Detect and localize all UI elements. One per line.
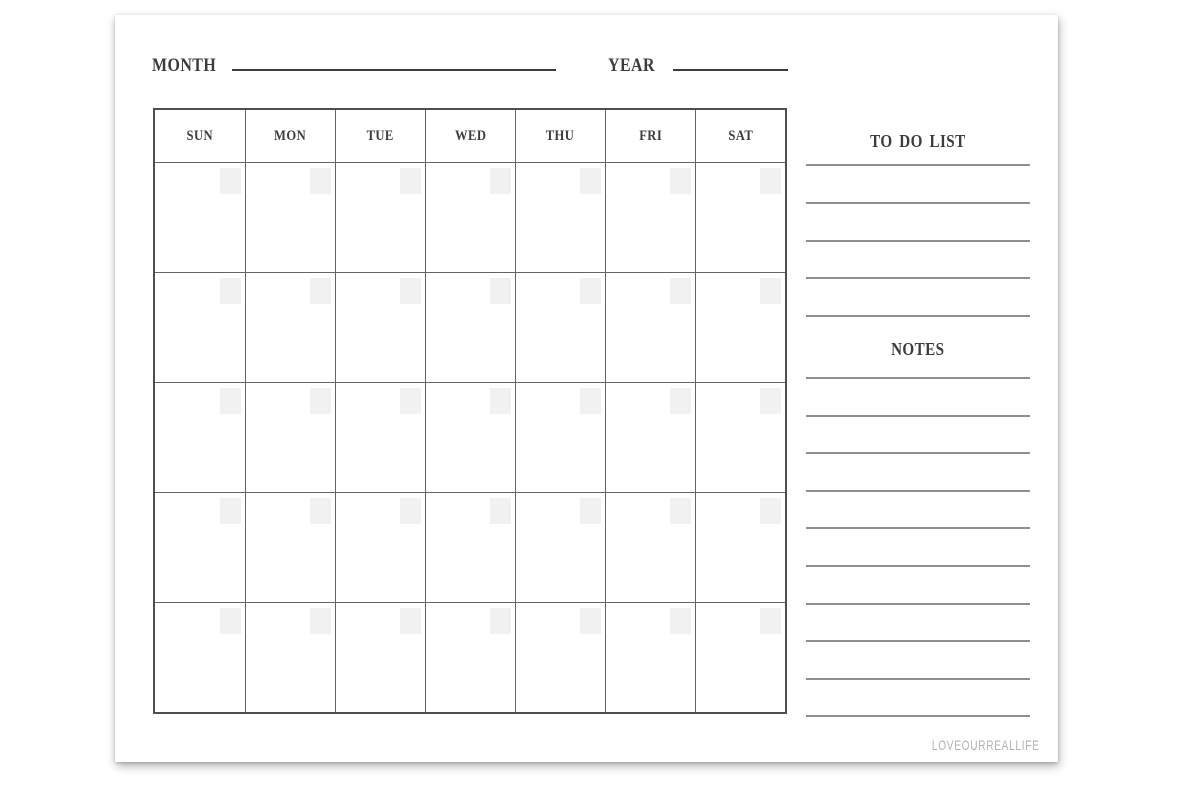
weekday-header-sun — [155, 110, 245, 162]
date-placeholder-box — [670, 498, 691, 524]
date-placeholder-box — [220, 168, 241, 194]
weekday-label: MON — [274, 127, 307, 144]
notes-line — [806, 527, 1030, 529]
notes-line — [806, 452, 1030, 454]
notes-line — [806, 603, 1030, 605]
day-cell — [515, 382, 605, 492]
month-blank-line — [232, 69, 556, 71]
day-cell — [605, 492, 695, 602]
weekday-header-wed — [425, 110, 515, 162]
date-placeholder-box — [670, 608, 691, 634]
day-cell — [695, 602, 785, 712]
todo-list-title-text: TO DO LIST — [870, 131, 966, 151]
todo-line — [806, 277, 1030, 279]
date-placeholder-box — [220, 608, 241, 634]
day-cell — [695, 272, 785, 382]
month-label — [152, 55, 228, 77]
date-placeholder-box — [490, 388, 511, 414]
weekday-header-mon — [245, 110, 335, 162]
date-placeholder-box — [400, 388, 421, 414]
date-placeholder-box — [670, 278, 691, 304]
date-placeholder-box — [760, 608, 781, 634]
day-cell — [695, 382, 785, 492]
day-cell — [515, 602, 605, 712]
date-placeholder-box — [580, 498, 601, 524]
date-placeholder-box — [760, 278, 781, 304]
notes-line — [806, 377, 1030, 379]
weekday-label: SUN — [186, 127, 214, 144]
year-label — [608, 55, 664, 77]
notes-line — [806, 678, 1030, 680]
date-placeholder-box — [220, 278, 241, 304]
day-cell — [155, 492, 245, 602]
weekday-label: SAT — [728, 127, 753, 144]
date-placeholder-box — [580, 388, 601, 414]
todo-list-title — [806, 131, 1030, 152]
day-cell — [605, 272, 695, 382]
day-cell — [425, 382, 515, 492]
day-cell — [335, 272, 425, 382]
day-cell — [605, 382, 695, 492]
year-blank-line — [673, 69, 788, 71]
notes-line — [806, 565, 1030, 567]
date-placeholder-box — [580, 608, 601, 634]
day-cell — [155, 162, 245, 272]
day-cell — [335, 162, 425, 272]
day-cell — [425, 602, 515, 712]
date-placeholder-box — [760, 498, 781, 524]
date-placeholder-box — [310, 388, 331, 414]
weekday-label: WED — [454, 127, 487, 144]
weekday-label: FRI — [639, 127, 662, 144]
day-cell — [245, 162, 335, 272]
date-placeholder-box — [400, 168, 421, 194]
date-placeholder-box — [490, 498, 511, 524]
date-placeholder-box — [400, 608, 421, 634]
watermark — [890, 737, 1040, 753]
notes-title — [806, 339, 1030, 360]
date-placeholder-box — [760, 388, 781, 414]
day-cell — [155, 602, 245, 712]
weekday-header-thu — [515, 110, 605, 162]
day-cell — [155, 382, 245, 492]
month-label-text: MONTH — [152, 55, 217, 76]
day-cell — [245, 492, 335, 602]
day-cell — [605, 602, 695, 712]
todo-line — [806, 164, 1030, 166]
date-placeholder-box — [400, 278, 421, 304]
day-cell — [515, 492, 605, 602]
weekday-header-tue — [335, 110, 425, 162]
calendar-grid — [153, 108, 787, 714]
date-placeholder-box — [310, 498, 331, 524]
weekday-header-sat — [695, 110, 785, 162]
notes-line — [806, 415, 1030, 417]
printable-calendar-page — [115, 15, 1058, 762]
notes-line — [806, 490, 1030, 492]
day-cell — [605, 162, 695, 272]
todo-line — [806, 315, 1030, 317]
date-placeholder-box — [580, 278, 601, 304]
date-placeholder-box — [220, 388, 241, 414]
day-cell — [425, 162, 515, 272]
date-placeholder-box — [490, 608, 511, 634]
date-placeholder-box — [220, 498, 241, 524]
date-placeholder-box — [760, 168, 781, 194]
date-placeholder-box — [490, 168, 511, 194]
day-cell — [245, 382, 335, 492]
notes-title-text: NOTES — [891, 339, 945, 359]
date-placeholder-box — [310, 168, 331, 194]
day-cell — [245, 272, 335, 382]
watermark-text: LOVEOURREALLIFE — [932, 737, 1040, 753]
todo-line — [806, 202, 1030, 204]
date-placeholder-box — [310, 278, 331, 304]
notes-line — [806, 715, 1030, 717]
todo-line — [806, 240, 1030, 242]
weekday-label: TUE — [366, 127, 395, 144]
day-cell — [335, 602, 425, 712]
day-cell — [245, 602, 335, 712]
date-placeholder-box — [580, 168, 601, 194]
date-placeholder-box — [400, 498, 421, 524]
date-placeholder-box — [310, 608, 331, 634]
year-label-text: YEAR — [608, 55, 655, 76]
day-cell — [515, 272, 605, 382]
weekday-label: THU — [546, 127, 575, 144]
day-cell — [155, 272, 245, 382]
day-cell — [335, 382, 425, 492]
day-cell — [695, 162, 785, 272]
notes-line — [806, 640, 1030, 642]
day-cell — [425, 272, 515, 382]
weekday-header-fri — [605, 110, 695, 162]
date-placeholder-box — [670, 168, 691, 194]
date-placeholder-box — [670, 388, 691, 414]
day-cell — [425, 492, 515, 602]
day-cell — [695, 492, 785, 602]
date-placeholder-box — [490, 278, 511, 304]
day-cell — [335, 492, 425, 602]
day-cell — [515, 162, 605, 272]
